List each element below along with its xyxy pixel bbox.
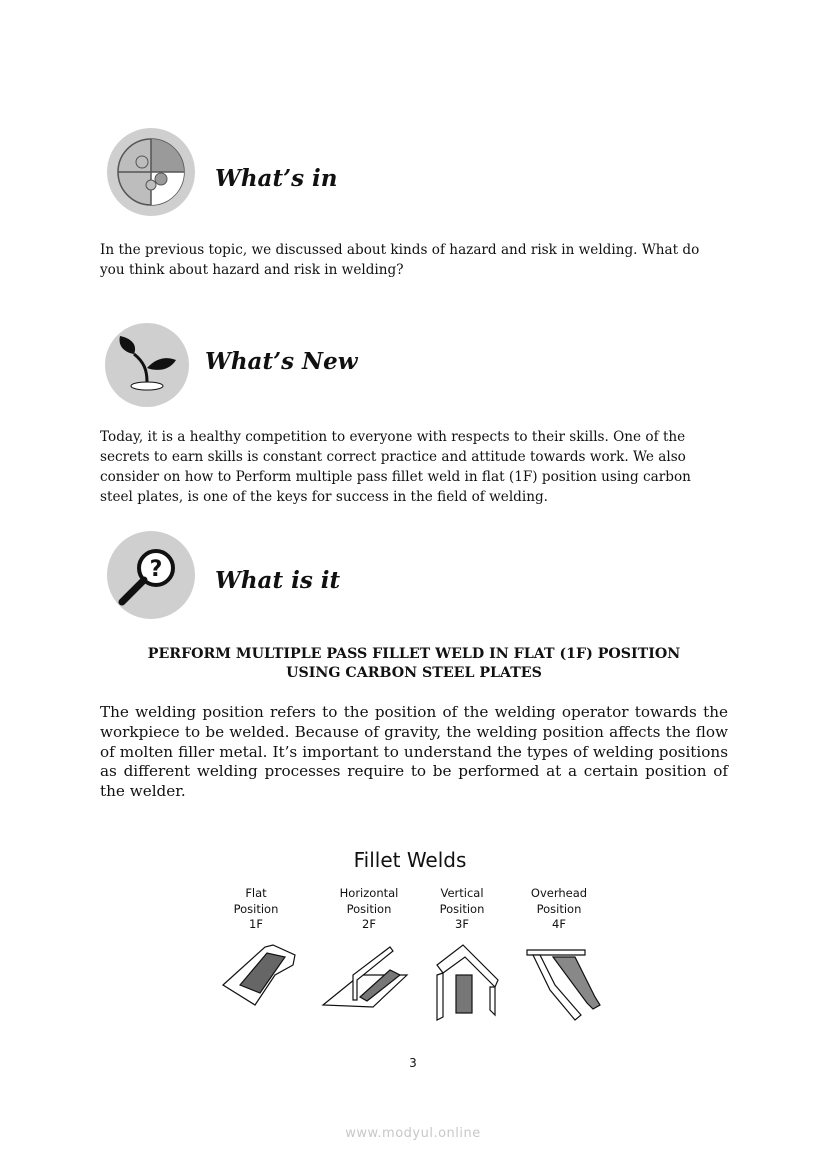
topic-title-line1: PERFORM MULTIPLE PASS FILLET WELD IN FLAT (1F) POSITION [147,646,681,662]
position-label-4f [509,886,609,933]
watermark: www.modyul.online [345,1126,481,1141]
position-name: Vertical [440,886,484,900]
position-code: 1F [249,917,263,931]
overhead-weld-drawing [527,950,600,1020]
svg-text:?: ? [149,557,163,582]
page-number: 3 [409,1056,417,1070]
position-code: 4F [552,917,566,931]
position-word: Position [439,901,485,916]
position-word: Position [346,901,392,916]
position-name: Overhead [530,886,588,900]
position-label-3f [412,886,512,933]
whats-new-paragraph: Today, it is a healthy competition to everyone with respects to their skills. One of the secrets to earn skills is constant correct practice and attitude towards work. We also consider on how to Perform multiple pass fillet weld in flat (1F) position using carbon steel plates, is one of the keys for success in the field of welding. [100,429,691,505]
horizontal-weld-drawing [323,947,407,1007]
flat-weld-drawing [223,945,295,1005]
puzzle-icon [106,127,194,215]
section-heading-whats-in: What’s in [215,165,338,192]
what-is-it-paragraph: The welding position refers to the position of the welding operator towards the workpiece to be welded. Because of gravity, the welding position affects the flow of molten filler metal. It’s important to understand the types of welding positions as different welding processes require to be performed at a certain position of the welder. [100,703,728,801]
position-word: Position [233,901,279,916]
position-label-1f [206,886,306,933]
fillet-weld-illustrations [215,935,615,1025]
position-code: 2F [362,917,376,931]
position-name: Flat [245,886,267,900]
position-code: 3F [455,917,469,931]
position-word: Position [536,901,582,916]
position-label-2f [319,886,419,933]
magnifier-question-icon [106,530,194,618]
plant-sprout-icon [104,322,192,410]
section-heading-what-is-it: What is it [215,567,341,594]
topic-title-line2: USING CARBON STEEL PLATES [286,665,542,681]
whats-in-paragraph: In the previous topic, we discussed about kinds of hazard and risk in welding. What do you think about hazard and risk in welding? [100,242,700,278]
vertical-weld-drawing [437,945,498,1020]
figure-title: Fillet Welds [353,848,467,872]
position-name: Horizontal [339,886,399,900]
section-heading-whats-new: What’s New [205,348,358,375]
